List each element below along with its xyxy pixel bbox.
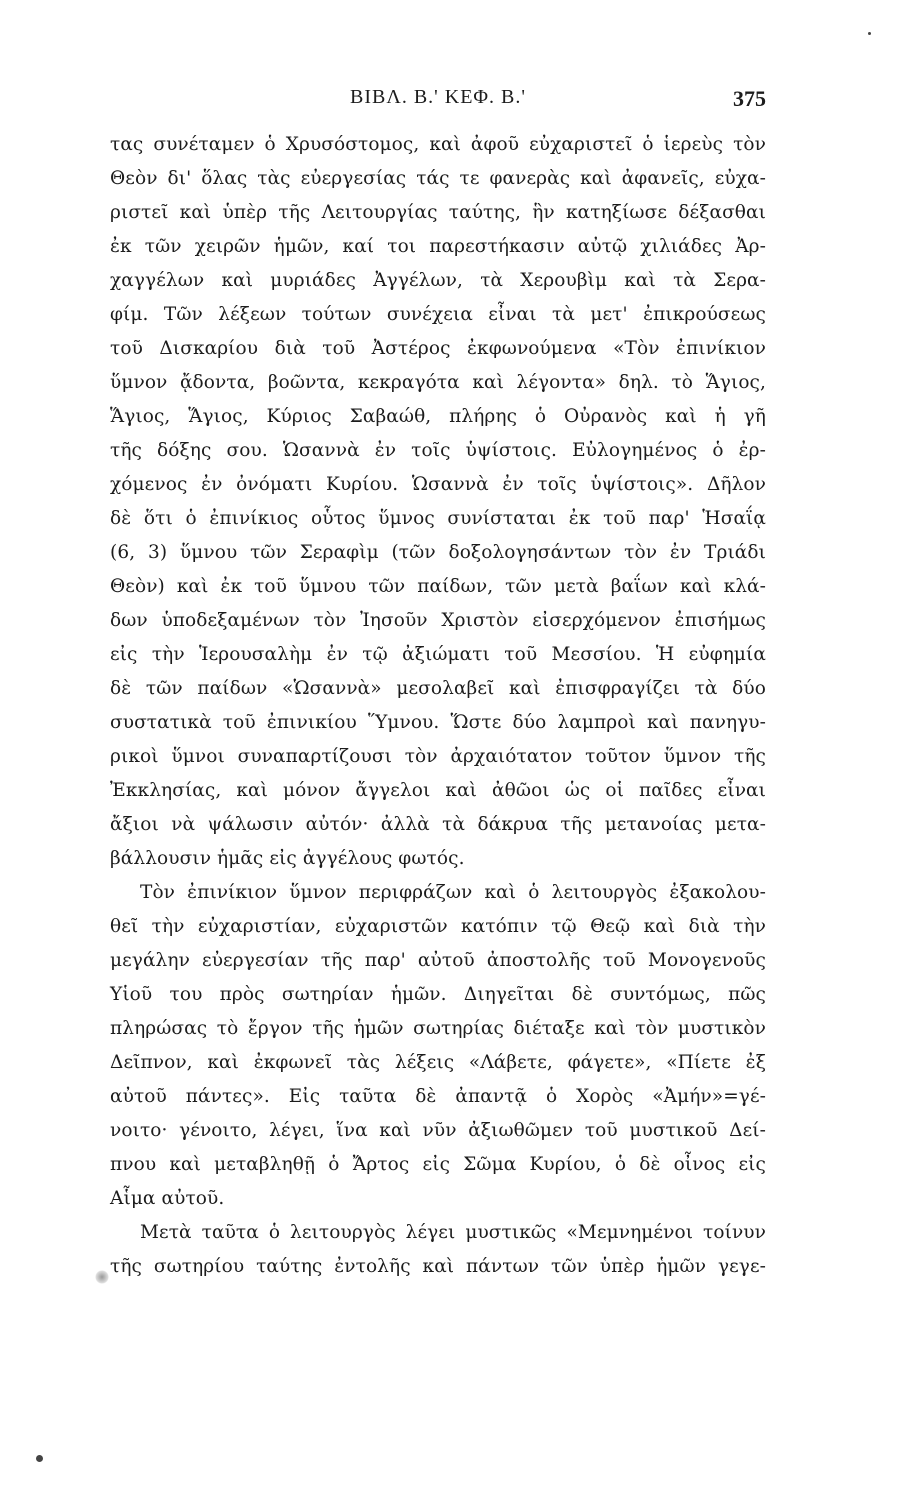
text-line: συστατικὰ τοῦ ἐπινικίου Ὕμνου. Ὥστε δύο λαμπροὶ καὶ πανηγυ- [110, 712, 766, 733]
text-line: θεῖ τὴν εὐχαριστίαν, εὐχαριστῶν κατόπιν τῷ Θεῷ καὶ διὰ τὴν [110, 916, 766, 937]
text-line: εἰς τὴν Ἱερουσαλὴμ ἐν τῷ ἀξιώματι τοῦ Μεσσίου. Ἡ εὐφημία [110, 644, 766, 665]
ink-speck [868, 32, 871, 35]
ink-speck [36, 1455, 43, 1462]
text-line: Θεὸν δι' ὅλας τὰς εὐεργεσίας τάς τε φανερὰς καὶ ἀφανεῖς, εὐχα- [110, 168, 766, 189]
paragraph-1 [110, 128, 766, 876]
page-number: 375 [733, 86, 766, 111]
text-line: Μετὰ ταῦτα ὁ λειτουργὸς λέγει μυστικῶς «Μεμνημένοι τοίνυν [140, 1222, 766, 1243]
paper-blemish [95, 1270, 109, 1284]
text-line: βάλλουσιν ἡμᾶς εἰς ἀγγέλους φωτός. [110, 848, 465, 869]
text-line: τοῦ Δισκαρίου διὰ τοῦ Ἀστέρος ἐκφωνούμενα «Τὸν ἐπινίκιον [110, 338, 766, 359]
paragraph-2 [110, 876, 766, 1216]
text-line: ριστεῖ καὶ ὑπὲρ τῆς Λειτουργίας ταύτης, ἣν κατηξίωσε δέξασθαι [110, 202, 766, 223]
text-line: πνου καὶ μεταβληθῇ ὁ Ἄρτος εἰς Σῶμα Κυρίου, ὁ δὲ οἶνος εἰς [110, 1154, 766, 1175]
text-line: τῆς σωτηρίου ταύτης ἐντολῆς καὶ πάντων τῶν ὑπὲρ ἡμῶν γεγε- [110, 1256, 766, 1277]
text-line: Ἐκκλησίας, καὶ μόνον ἄγγελοι καὶ ἀθῶοι ὡς οἱ παῖδες εἶναι [110, 780, 766, 801]
text-line: μεγάλην εὐεργεσίαν τῆς παρ' αὐτοῦ ἀποστολῆς τοῦ Μονογενοῦς [110, 950, 766, 971]
text-line: δὲ τῶν παίδων «Ὡσαννὰ» μεσολαβεῖ καὶ ἐπισφραγίζει τὰ δύο [110, 678, 766, 699]
text-line: ἄξιοι νὰ ψάλωσιν αὐτόν· ἀλλὰ τὰ δάκρυα τῆς μετανοίας μετα- [110, 814, 766, 835]
text-line: χαγγέλων καὶ μυριάδες Ἀγγέλων, τὰ Χερουβὶμ καὶ τὰ Σερα- [110, 270, 766, 291]
text-line: δὲ ὅτι ὁ ἐπινίκιος οὗτος ὕμνος συνίσταται ἐκ τοῦ παρ' Ἡσαΐᾳ [110, 508, 766, 529]
text-line: Υἱοῦ του πρὸς σωτηρίαν ἡμῶν. Διηγεῖται δὲ συντόμως, πῶς [110, 984, 766, 1005]
text-line: δων ὑποδεξαμένων τὸν Ἰησοῦν Χριστὸν εἰσερχόμενον ἐπισήμως [110, 610, 766, 631]
text-line: χόμενος ἐν ὀνόματι Κυρίου. Ὡσαννὰ ἐν τοῖς ὑψίστοις». Δῆλον [110, 474, 766, 495]
text-line: (6, 3) ὕμνου τῶν Σεραφὶμ (τῶν δοξολογησάντων τὸν ἐν Τριάδι [110, 542, 766, 563]
text-line: τῆς δόξης σου. Ὡσαννὰ ἐν τοῖς ὑψίστοις. Εὐλογημένος ὁ ἐρ- [110, 440, 766, 461]
text-line: ρικοὶ ὕμνοι συναπαρτίζουσι τὸν ἀρχαιότατον τοῦτον ὕμνον τῆς [110, 746, 766, 767]
running-head: ΒΙΒΛ. Β.' ΚΕΦ. Β.' [349, 86, 526, 108]
text-line: ὕμνον ᾄδοντα, βοῶντα, κεκραγότα καὶ λέγοντα» δηλ. τὸ Ἅγιος, [110, 372, 766, 393]
text-line: ἐκ τῶν χειρῶν ἡμῶν, καί τοι παρεστήκασιν αὐτῷ χιλιάδες Ἀρ- [110, 236, 766, 257]
text-line: αὐτοῦ πάντες». Εἰς ταῦτα δὲ ἀπαντᾷ ὁ Χορὸς «Ἀμήν»=γέ- [110, 1086, 766, 1107]
paragraph-3 [110, 1216, 766, 1284]
text-line: Ἅγιος, Ἅγιος, Κύριος Σαβαώθ, πλήρης ὁ Οὐρανὸς καὶ ἡ γῆ [110, 406, 766, 427]
text-line: νοιτο· γένοιτο, λέγει, ἵνα καὶ νῦν ἀξιωθῶμεν τοῦ μυστικοῦ Δεί- [110, 1120, 766, 1141]
text-line: πληρώσας τὸ ἔργον τῆς ἡμῶν σωτηρίας διέταξε καὶ τὸν μυστικὸν [110, 1018, 766, 1039]
page-header [110, 86, 766, 116]
text-line: Αἷμα αὐτοῦ. [110, 1188, 225, 1209]
text-line: Θεὸν) καὶ ἐκ τοῦ ὕμνου τῶν παίδων, τῶν μετὰ βαΐων καὶ κλά- [110, 576, 766, 597]
text-line: Τὸν ἐπινίκιον ὕμνον περιφράζων καὶ ὁ λειτουργὸς ἐξακολου- [140, 882, 766, 903]
text-line: Δεῖπνον, καὶ ἐκφωνεῖ τὰς λέξεις «Λάβετε, φάγετε», «Πίετε ἐξ [110, 1052, 766, 1073]
text-line: φίμ. Τῶν λέξεων τούτων συνέχεια εἶναι τὰ μετ' ἐπικρούσεως [110, 304, 766, 325]
text-line: τας συνέταμεν ὁ Χρυσόστομος, καὶ ἀφοῦ εὐχαριστεῖ ὁ ἱερεὺς τὸν [110, 134, 766, 155]
body-text [110, 128, 766, 1284]
